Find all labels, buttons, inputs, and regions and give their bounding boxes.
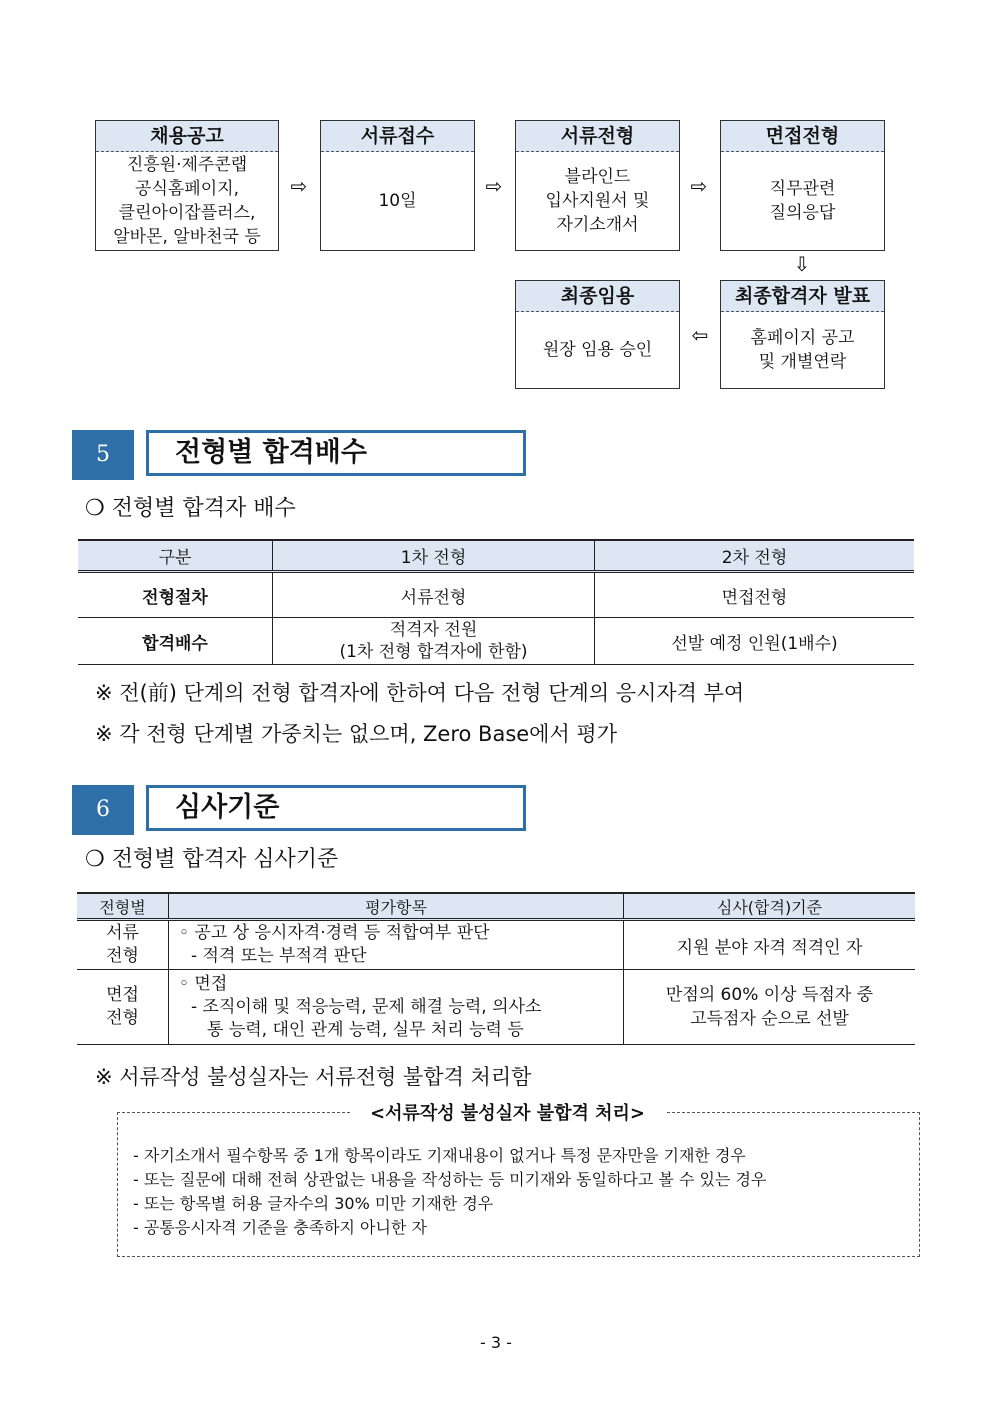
table-header: 평가항목 <box>169 893 624 920</box>
flow-step-title: 최종임용 <box>516 281 679 312</box>
flow-step-document-receipt <box>320 120 475 251</box>
flow-step-body-line: 원장 임용 승인 <box>542 340 653 360</box>
table-cell <box>169 920 624 970</box>
flow-step-body-line: 입사지원서 및 <box>545 191 650 211</box>
table-cell-line: 만점의 60% 이상 득점자 중 <box>665 985 874 1005</box>
table-header: 전형별 <box>77 893 169 920</box>
table-cell-line: 적격자 전원 <box>389 620 478 640</box>
flow-step-title: 채용공고 <box>96 121 278 152</box>
table-cell: 선발 예정 인원(1배수) <box>595 618 915 665</box>
row-label <box>77 970 169 1045</box>
section-bullet: ❍ 전형별 합격자 심사기준 <box>85 847 339 872</box>
section-number: 5 <box>72 430 134 480</box>
flow-step-body-line: 홈페이지 공고 <box>750 328 855 348</box>
flow-step-title: 서류접수 <box>321 121 474 152</box>
table-row <box>77 920 915 970</box>
row-label-line: 전형 <box>106 1008 139 1028</box>
flow-step-body-line: 알바몬, 알바천국 등 <box>113 227 261 247</box>
arrow-down-icon: ⇩ <box>793 252 811 276</box>
table-cell-line: 통 능력, 대인 관계 능력, 실무 처리 능력 등 <box>207 1019 524 1040</box>
flow-step-interview <box>720 120 885 251</box>
table-header: 심사(합격)기준 <box>624 893 916 920</box>
table-row <box>78 618 914 665</box>
table-cell-line: ◦ 공고 상 응시자격·경력 등 적합여부 판단 <box>179 923 490 943</box>
flow-step-final-appointment <box>515 280 680 389</box>
flow-step-title: 최종합격자 발표 <box>721 281 884 312</box>
flow-step-body-line: 블라인드 <box>564 167 631 187</box>
table-header: 1차 전형 <box>273 540 595 572</box>
table-cell: 면접전형 <box>595 572 915 618</box>
disqualification-line: - 공통응시자격 기준을 충족하지 아니한 자 <box>133 1218 427 1237</box>
disqualification-line: - 또는 항목별 허용 글자수의 30% 미만 기재한 경우 <box>133 1194 494 1213</box>
section-bullet: ❍ 전형별 합격자 배수 <box>85 496 296 521</box>
table-cell-line: (1차 전형 합격자에 한함) <box>339 642 528 662</box>
pass-ratio-table <box>78 539 914 665</box>
row-label: 합격배수 <box>78 618 273 665</box>
table-cell <box>624 970 916 1045</box>
section-number: 6 <box>72 785 134 835</box>
row-label: 전형절차 <box>78 572 273 618</box>
table-cell <box>169 970 624 1045</box>
disqualification-line: - 자기소개서 필수항목 중 1개 항목이라도 기재내용이 없거나 특정 문자만을 기재한 경우 <box>133 1146 746 1165</box>
disqualification-line: - 또는 질문에 대해 전혀 상관없는 내용을 작성하는 등 미기재와 동일하다고 볼 수 있는 경우 <box>133 1170 767 1189</box>
table-row <box>77 970 915 1045</box>
note: ※ 서류작성 불성실자는 서류전형 불합격 처리함 <box>95 1065 532 1089</box>
flow-step-body-line: 10일 <box>378 191 417 211</box>
flow-step-body-line: 및 개별연락 <box>758 352 847 372</box>
page-number: - 3 - <box>480 1333 512 1352</box>
section-title: 전형별 합격배수 <box>146 430 526 476</box>
row-label <box>77 920 169 970</box>
flow-step-body-line: 진흥원·제주콘랩 <box>126 155 248 175</box>
arrow-right-icon: ⇨ <box>690 174 708 198</box>
table-header: 2차 전형 <box>595 540 915 572</box>
disqualification-box-title: <서류작성 불성실자 불합격 처리> <box>350 1100 665 1128</box>
row-label-line: 서류 <box>106 923 139 943</box>
table-cell-line: - 조직이해 및 적응능력, 문제 해결 능력, 의사소 <box>191 996 542 1017</box>
row-label-line: 면접 <box>106 985 139 1005</box>
flow-step-body-line: 공식홈페이지, <box>135 179 239 199</box>
table-header: 구분 <box>78 540 273 572</box>
flow-step-body-line: 클린아이잡플러스, <box>118 203 256 223</box>
arrow-right-icon: ⇨ <box>290 174 308 198</box>
table-cell-line: ◦ 면접 <box>179 973 228 994</box>
table-cell <box>273 618 595 665</box>
flow-step-document-screening <box>515 120 680 251</box>
flow-step-final-announcement <box>720 280 885 389</box>
flow-step-body-line: 자기소개서 <box>556 215 639 235</box>
section-title: 심사기준 <box>146 785 526 831</box>
row-label-line: 전형 <box>106 946 139 966</box>
flow-step-body-line: 질의응답 <box>769 203 836 223</box>
screening-criteria-table <box>77 892 915 1045</box>
table-cell-line: - 적격 또는 부적격 판단 <box>191 946 367 966</box>
note: ※ 전(前) 단계의 전형 합격자에 한하여 다음 전형 단계의 응시자격 부여 <box>95 681 745 705</box>
table-cell-line: 고득점자 순으로 선발 <box>690 1009 849 1029</box>
arrow-right-icon: ⇨ <box>485 174 503 198</box>
arrow-left-icon: ⇦ <box>691 323 709 347</box>
note: ※ 각 전형 단계별 가중치는 없으며, Zero Base에서 평가 <box>95 722 617 746</box>
flow-step-body-line: 직무관련 <box>769 179 836 199</box>
table-cell: 지원 분야 자격 적격인 자 <box>624 920 916 970</box>
flow-step-title: 서류전형 <box>516 121 679 152</box>
flow-step-title: 면접전형 <box>721 121 884 152</box>
table-cell: 서류전형 <box>273 572 595 618</box>
flow-step-recruit-notice <box>95 120 279 251</box>
table-row <box>78 572 914 618</box>
